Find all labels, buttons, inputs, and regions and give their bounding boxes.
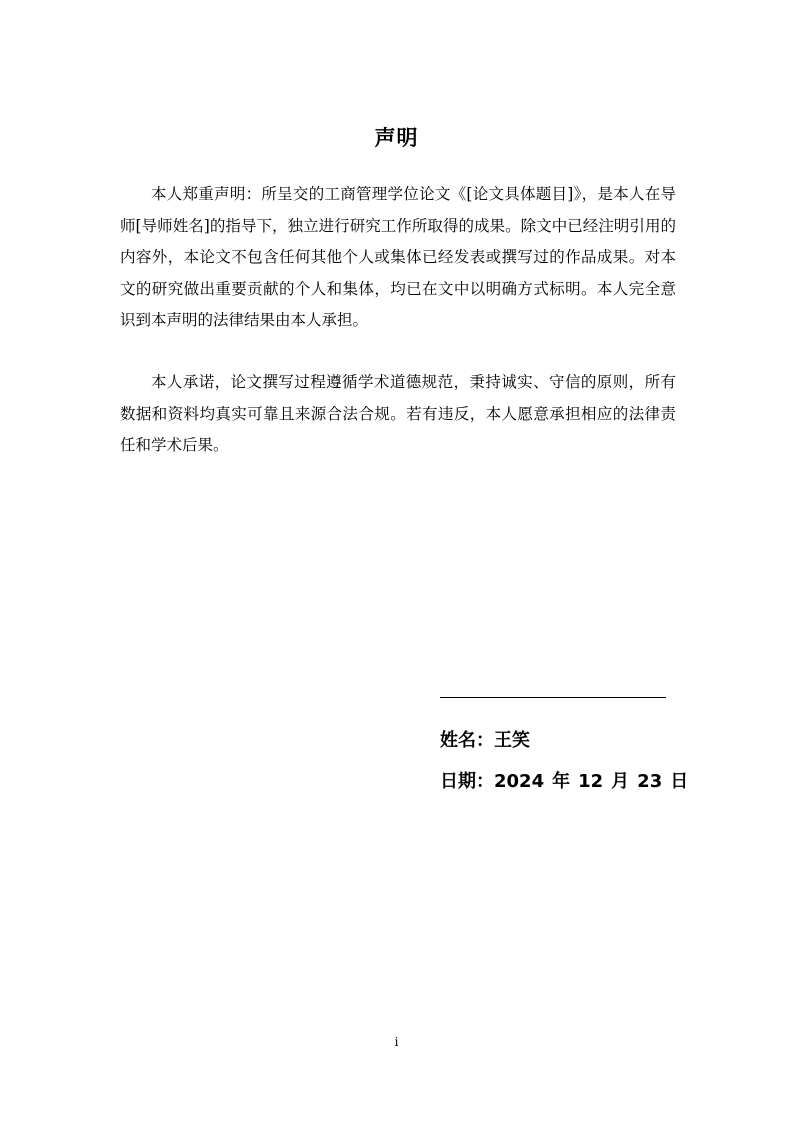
- page-title: 声明: [374, 126, 419, 150]
- date-day-unit: 日: [670, 771, 689, 792]
- date-day: 23: [637, 771, 663, 792]
- page-number: i: [394, 1035, 399, 1049]
- date-year: 2024: [494, 771, 545, 792]
- declaration-paragraph-commitment: 本人承诺，论文撰写过程遵循学术道德规范，秉持诚实、守信的原则，所有数据和资料均真实可靠且来源合法合规。若有违反，本人愿意承担相应的法律责任和学术后果。: [120, 373, 676, 454]
- date-year-unit: 年: [552, 771, 571, 792]
- signature-date-row: [440, 769, 688, 795]
- signature-name-row: [440, 728, 530, 754]
- name-label: 姓名：: [440, 730, 494, 751]
- date-month: 12: [578, 771, 604, 792]
- signature-line: [440, 697, 666, 698]
- declaration-paragraph-originality: 本人郑重声明：所呈交的工商管理学位论文《[论文具体题目]》，是本人在导师[导师姓名]的指导下，独立进行研究工作所取得的成果。除文中已经注明引用的内容外，本论文不包含任何其他个人或集体已经发表或撰写过的作品成果。对本文的研究做出重要贡献的个人和集体，均已在文中以明确方式标明。本人完全意识到本声明的法律结果由本人承担。: [120, 185, 676, 329]
- name-value: 王笑: [494, 730, 530, 751]
- date-month-unit: 月: [611, 771, 630, 792]
- date-label: 日期：: [440, 771, 494, 792]
